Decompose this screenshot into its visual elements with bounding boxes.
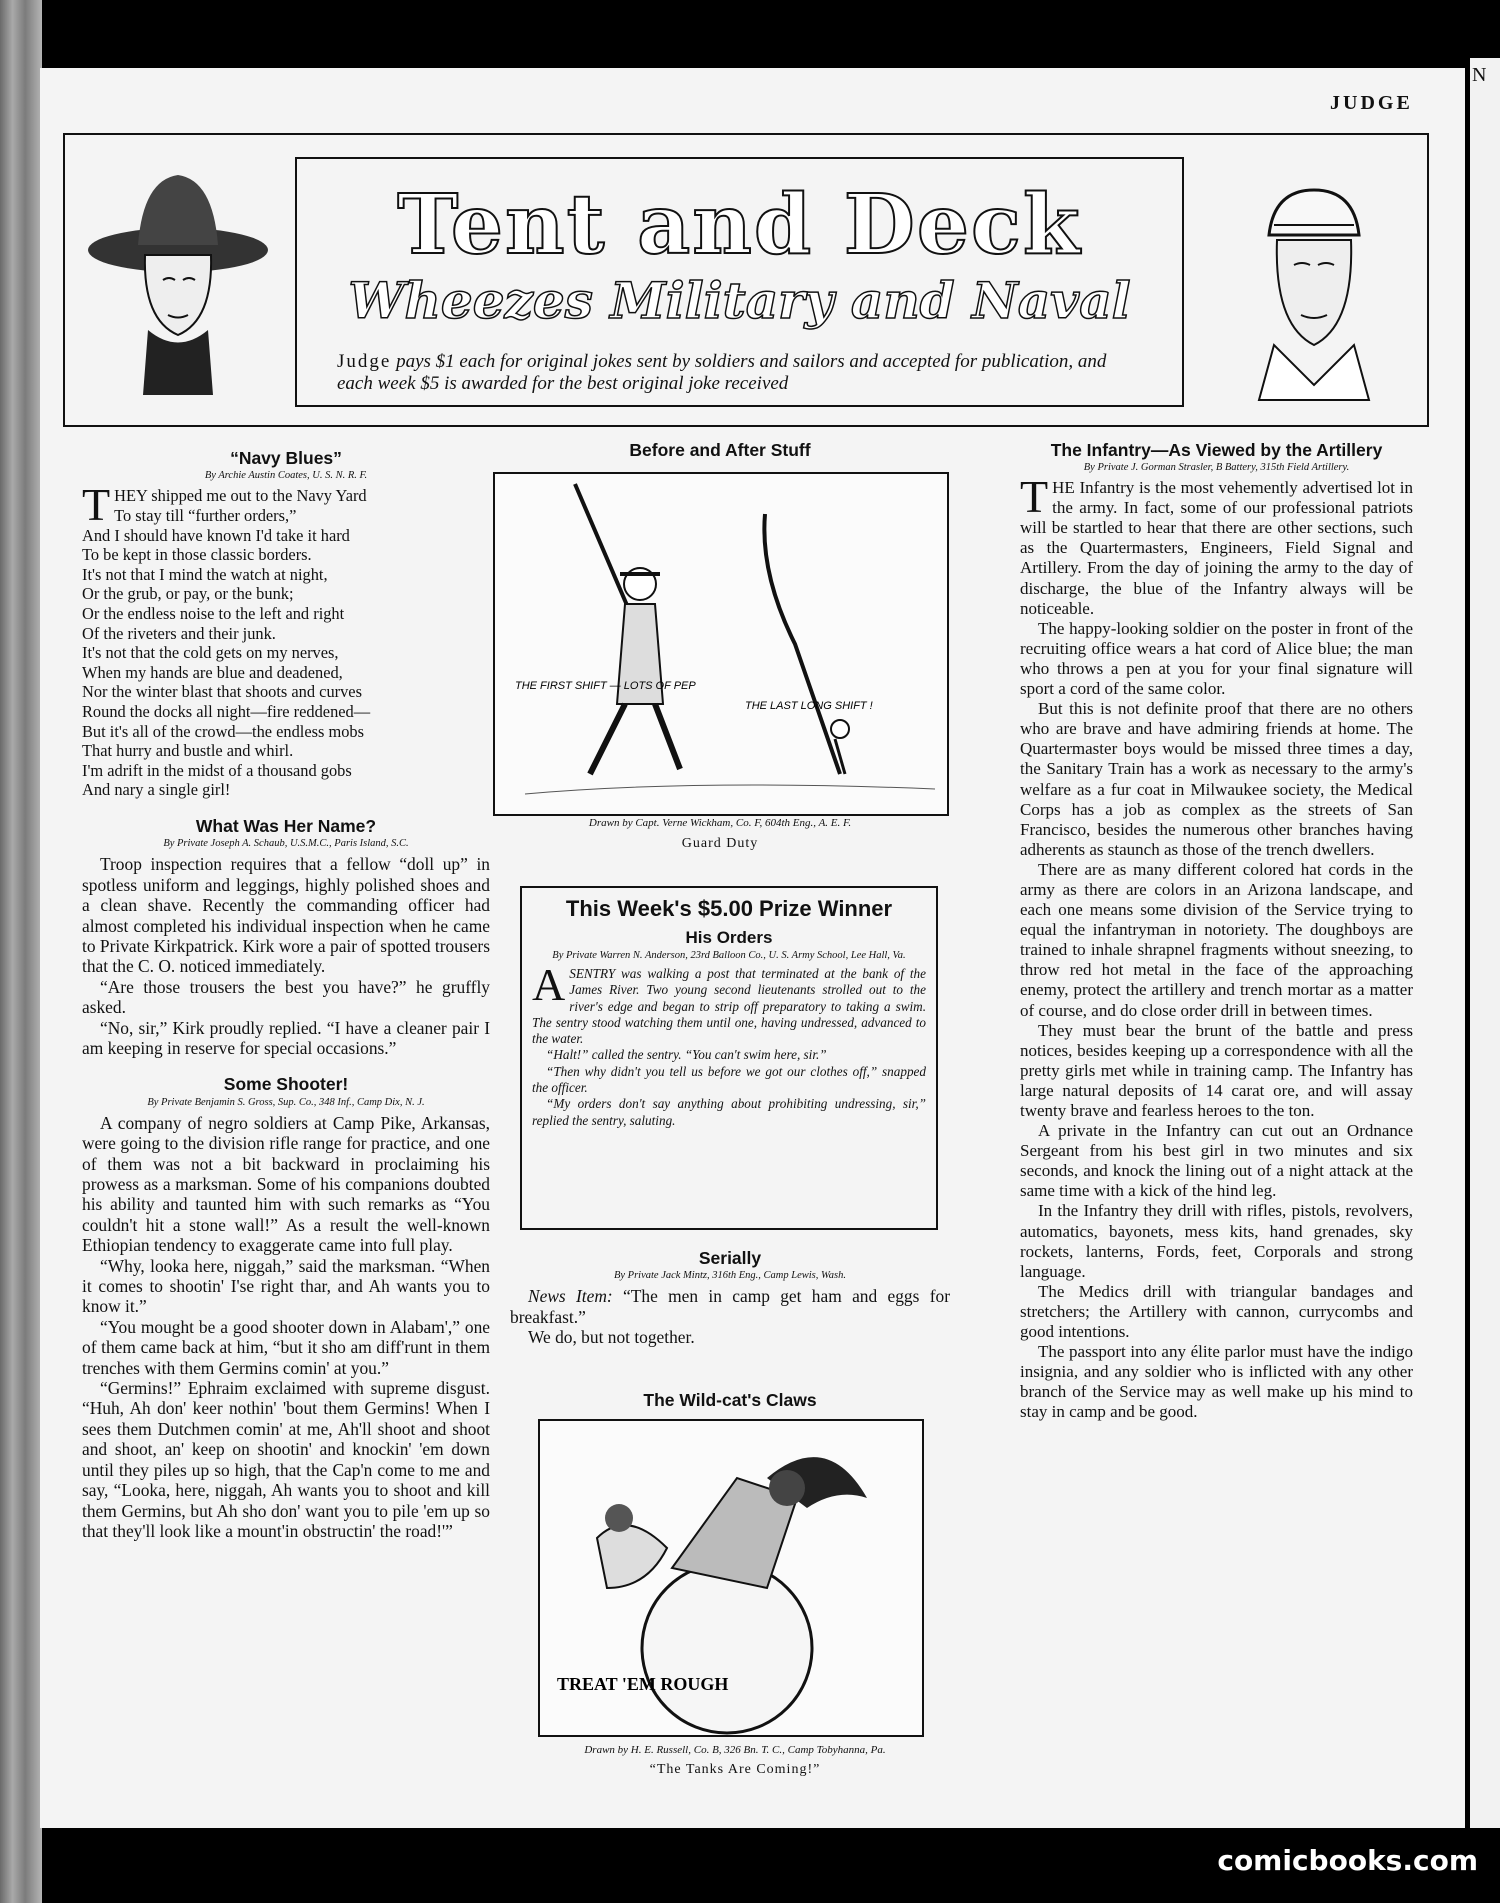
adjacent-page-letter: N (1472, 64, 1487, 86)
tanks-caption: “The Tanks Are Coming!” (649, 1762, 821, 1777)
middle-column-heading (490, 440, 950, 460)
before-after-title: Before and After Stuff (629, 440, 811, 460)
news-item-label: News Item: (528, 1286, 613, 1307)
some-shooter-paragraph: “Germins!” Ephraim exclaimed with supreme disgust. “Huh, Ah don' keer nothin' 'bout them Germins! When I sees them Dutchmen comin' at me, Ah'll shoot and shoot and shoot, an' keep on shootin' and knockin' 'em down until they piles up so high, that the Cap'n come to me and say, “Looka, here, niggah, Ah wants you to shoot and kill them Germins, but Ah sho don' want you to pile 'em up so that they'll look like a mount'in obstructin' the road!'” (82, 1378, 490, 1541)
her-name-paragraph: “No, sir,” Kirk proudly replied. “I have a cleaner pair I am keeping in reserve for special occasions.” (82, 1017, 490, 1058)
prize-title: His Orders (685, 928, 773, 947)
infantry-paragraph: In the Infantry they drill with rifles, pistols, revolvers, automatics, bayonets, mess kits, hand grenades, sky rockets, lanterns, Fords, feet, Corporals and strong language. (1020, 1201, 1413, 1281)
tanks-cartoon (537, 1418, 925, 1738)
guard-duty-drawing (495, 474, 947, 814)
adjacent-page-edge (1470, 58, 1500, 1828)
prize-paragraph: “My orders don't say anything about prohibiting undressing, sir,” replied the sentry, saluting. (532, 1096, 926, 1128)
prize-paragraph: SENTRY was walking a post that terminated at the bank of the James River. Two young second lieutenants strolled out to the river's edge and began to strip off preparatory to taking a swim. The sentry stood watching them until one, having undressed, advanced to the water. (532, 966, 926, 1047)
prize-paragraph: “Halt!” called the sentry. “You can't swim here, sir.” (546, 1047, 827, 1063)
some-shooter-paragraph: “You mought be a good shooter down in Alabam',” one of them came back at him, “but it sho am diff'runt in them trenches with them Germins comin' at you.” (82, 1316, 490, 1378)
serially-title: Serially (698, 1248, 762, 1268)
her-name-byline: By Private Joseph A. Schaub, U.S.M.C., Paris Island, S.C. (163, 838, 409, 850)
some-shooter-title: Some Shooter! (223, 1074, 349, 1095)
wildcat-heading (510, 1390, 950, 1410)
guard-duty-cartoon (493, 472, 949, 816)
infantry-paragraph: There are as many different colored hat cords in the army as there are colors in an Arizona landscape, and each one means some division of the Service trying to equal the infantryman in notoriety. The doughboys are trained to inhale shrapnel fragments without sneezing, to throw red hot metal in the face of the approaching enemy, protect the artillery and trench mortar as a matter of course, and do close order drill in between times. (1020, 859, 1413, 1020)
left-column (82, 448, 490, 1541)
infantry-paragraph: They must bear the brunt of the battle and press notices, besides keeping up a correspondence with all the pretty girls met while in training camp. The Infantry has large natural deposits of 14 carat ore, and will assay twenty brave and fearless heroes to the ton. (1020, 1020, 1413, 1120)
infantry-paragraph: The Medics drill with triangular bandages and stretchers; the Artillery with cannon, currycombs and good intentions. (1020, 1281, 1413, 1342)
infantry-dropcap: T (1020, 471, 1049, 523)
prize-text (522, 959, 936, 1129)
serially-reply: We do, but not together. (528, 1327, 695, 1348)
infantry-paragraph: The happy-looking soldier on the poster in front of the recruiting office wears a hat cord of Alice blue; the man who throws a pen at you for your final signature will sport a cord of the same color. (1020, 618, 1413, 699)
prize-byline: By Private Warren N. Anderson, 23rd Balloon Co., U. S. Army School, Lee Hall, Va. (552, 950, 906, 961)
infantry-paragraph: A private in the Infantry can cut out an Ordnance Sergeant from his best girl in two minutes and six seconds, and knock the lining out of a night attack at the same time with a kick of the hind leg. (1020, 1121, 1413, 1201)
treat-em-rough-label: TREAT 'EM ROUGH (557, 1674, 729, 1694)
tanks-drawing (537, 1418, 925, 1738)
sailor-portrait (1219, 155, 1409, 405)
navy-blues-dropcap: T (82, 479, 111, 531)
prize-winner-box (520, 886, 938, 1230)
some-shooter-paragraph: “Why, looka here, niggah,” said the marksman. “When it comes to shootin' I'se right thar, and Ah wants you to know it.” (82, 1255, 490, 1317)
infantry-title: The Infantry—As Viewed by the Artillery (1050, 440, 1383, 460)
her-name-paragraph: Troop inspection requires that a fellow “doll up” in spotless uniform and leggings, highly polished shoes and a clean shave. Recently the commanding officer had almost completed his individual inspection when he came to Private Kirkpatrick. Kirk wore a pair of spotted trousers that the C. O. noticed immediately. (82, 854, 490, 977)
last-shift-label: THE LAST LONG SHIFT ! (745, 700, 873, 712)
section-title: Tent and Deck (397, 177, 1082, 273)
infantry-paragraph: HE Infantry is the most vehemently advertised lot in the army. In fact, some of our professional patriots will be startled to hear that there are other sections, such as the Quartermasters, Engineers, Field Signal and Artillery. From the day of joining the army to the day of discharge, the blue of the Infantry always will be noticeable. (1020, 478, 1413, 618)
her-name-paragraph: “Are those trousers the best you have?” he gruffly asked. (82, 976, 490, 1018)
navy-blues-title: “Navy Blues” (230, 448, 342, 468)
soldier-portrait (83, 155, 273, 405)
some-shooter-byline: By Private Benjamin S. Gross, Sup. Co., 348 Inf., Camp Dix, N. J. (147, 1096, 425, 1108)
prize-dropcap: A (532, 959, 566, 1010)
wildcat-title: The Wild-cat's Claws (643, 1390, 817, 1410)
navy-blues-byline: By Archie Austin Coates, U. S. N. R. F. (204, 470, 368, 482)
serially-item (510, 1248, 950, 1348)
running-header: JUDGE (1330, 92, 1413, 114)
serially-byline: By Private Jack Mintz, 316th Eng., Camp Lewis, Wash. (613, 1270, 847, 1282)
news-item-text: “The men in camp get ham and eggs for breakfast.” (510, 1286, 950, 1327)
book-binding (0, 0, 42, 1903)
some-shooter-paragraph: A company of negro soldiers at Camp Pike, Arkansas, were going to the division rifle range for practice, and one of them was not a bit backward in proclaiming his prowess as a marksman. Some of his companions doubted his ability and taunted him with such remarks as “You couldn't hit a stone wall!” As a result the well-known Ethiopian tendency to exaggerate came into full play. (82, 1112, 490, 1256)
infantry-byline: By Private J. Gorman Strasler, B Battery, 315th Field Artillery. (1083, 462, 1350, 474)
tanks-credit: Drawn by H. E. Russell, Co. B, 326 Bn. T. C., Camp Tobyhanna, Pa. (584, 1744, 886, 1756)
first-shift-label: THE FIRST SHIFT — LOTS OF PEP (515, 680, 696, 692)
guard-duty-credit: Drawn by Capt. Verne Wickham, Co. F, 604th Eng., A. E. F. (588, 817, 852, 829)
note-text: pays $1 each for original jokes sent by soldiers and sailors and accepted for publication, and each week $5 is awarded for the best original joke received (337, 351, 1107, 394)
note-brand: Judge (337, 351, 392, 372)
navy-blues-poem-text: HEY shipped me out to the Navy Yard To stay till “further orders,” And I should have known I'd take it hard To be kept in those classic borders. It's not that I mind the watch at night, Or the grub, or pay, or the bunk; Or the endless noise to the left and right Of the riveters and their junk. It's not that the cold gets on my nerves, When my hands are blue and deadened, Nor the winter blast that shoots and curves Round the docks all night—fire reddened— But it's all of the crowd—the endless mobs That hurry and bustle and whirl. I'm adrift in the midst of a thousand gobs And nary a single girl! (82, 486, 371, 800)
infantry-paragraph: The passport into any élite parlor must have the indigo insignia, and any soldier who is inflicted with any other branch of the Service may as well make up his mind to stay in camp and be good. (1020, 1342, 1413, 1422)
infantry-paragraph: But this is not definite proof that there are no others who are brave and have admiring friends at home. The Quartermaster boys would be missed three times a day, the Sanitary Train has a work as necessary to the army's welfare as a fur coat in Milwaukee society, the Medical Corps has a job as complex as the streets of San Francisco, besides the numerous other branches having adherents as staunch as those of the trench dwellers. (1020, 699, 1413, 859)
navy-blues-poem (82, 479, 490, 800)
site-watermark: comicbooks.com (1217, 1844, 1478, 1877)
prize-paragraph: “Then why didn't you tell us before we got our clothes off,” snapped the officer. (532, 1063, 926, 1096)
her-name-title: What Was Her Name? (195, 815, 377, 836)
prize-heading: This Week's $5.00 Prize Winner (565, 896, 893, 921)
title-banner (63, 133, 1429, 427)
guard-duty-caption: Guard Duty (681, 836, 759, 851)
section-subtitle: Wheezes Military and Naval (348, 271, 1131, 330)
right-column (1020, 440, 1413, 1423)
banner-title-frame (295, 157, 1184, 407)
submission-note (337, 351, 1142, 395)
